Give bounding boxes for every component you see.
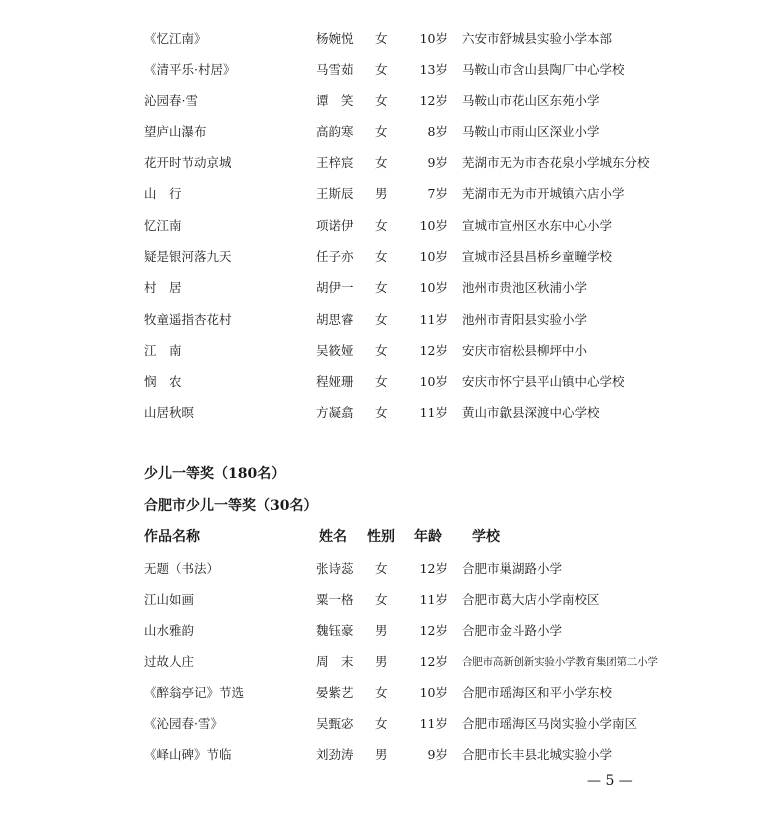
student-name: 周 末 [316,654,354,669]
student-age: 10岁 [419,374,448,389]
student-age: 7岁 [427,186,448,201]
student-sex: 女 [375,218,388,233]
school-name: 合肥市瑶海区和平小学东校 [462,685,613,700]
student-age: 12岁 [419,561,448,576]
work-title: 望庐山瀑布 [144,124,207,139]
student-sex: 男 [375,186,388,201]
school-name: 马鞍山市含山县陶厂中心学校 [462,62,625,77]
work-title: 村 居 [144,280,182,295]
school-name: 马鞍山市花山区东苑小学 [462,93,600,108]
school-name: 池州市贵池区秋浦小学 [462,280,588,295]
header-age: 年龄 [414,529,442,545]
school-name: 合肥市长丰县北城实验小学 [462,747,613,762]
work-title: 沁园春·雪 [144,93,198,108]
school-name: 芜湖市无为市开城镇六店小学 [462,186,625,201]
school-name: 黄山市歙县深渡中心学校 [462,405,600,420]
student-age: 11岁 [419,405,448,420]
work-title: 悯 农 [144,374,182,389]
table-row [0,120,758,144]
section-title: 少儿一等奖（180名） [144,466,286,482]
student-age: 10岁 [419,685,448,700]
school-name: 宣城市宣州区水东中心小学 [462,218,613,233]
student-name: 张诗蕊 [316,561,354,576]
student-name: 高韵寒 [316,124,354,139]
table-row [0,743,758,767]
student-age: 8岁 [427,124,448,139]
student-sex: 女 [375,374,388,389]
student-sex: 男 [375,747,388,762]
work-title: 《清平乐·村居》 [144,62,236,77]
school-name: 合肥市葛大店小学南校区 [462,592,600,607]
work-title: 山 行 [144,186,182,201]
table-row [0,712,758,736]
work-title: 疑是银河落九天 [144,249,232,264]
table-row [0,339,758,363]
table-row [0,681,758,705]
header-school: 学校 [472,529,500,545]
student-name: 王梓宸 [316,155,354,170]
student-sex: 女 [375,280,388,295]
student-age: 10岁 [419,249,448,264]
student-age: 11岁 [419,716,448,731]
school-name: 马鞍山市雨山区深业小学 [462,124,600,139]
page-number: — 5 — [587,773,633,789]
school-name: 宣城市泾县昌桥乡童疃学校 [462,249,613,264]
work-title: 山水雅韵 [144,623,195,638]
school-name: 合肥市瑶海区马岗实验小学南区 [462,716,638,731]
table-row [0,58,758,82]
student-sex: 女 [375,93,388,108]
student-sex: 女 [375,561,388,576]
student-name: 项诺伊 [316,218,354,233]
student-name: 王斯辰 [316,186,354,201]
student-sex: 女 [375,62,388,77]
table-row [0,619,758,643]
school-name: 合肥市巢湖路小学 [462,561,563,576]
student-age: 12岁 [419,623,448,638]
table-row [0,151,758,175]
work-title: 江山如画 [144,592,195,607]
student-name: 吴甄宓 [316,716,354,731]
table-header [0,524,758,550]
work-title: 《醉翁亭记》节选 [144,685,245,700]
student-name: 胡伊一 [316,280,354,295]
work-title: 忆江南 [144,218,182,233]
student-name: 魏钰豪 [316,623,354,638]
student-age: 11岁 [419,592,448,607]
school-name: 池州市青阳县实验小学 [462,312,588,327]
school-name: 安庆市怀宁县平山镇中心学校 [462,374,625,389]
work-title: 花开时节动京城 [144,155,232,170]
student-sex: 女 [375,592,388,607]
student-name: 胡思睿 [316,312,354,327]
school-name: 芜湖市无为市杏花泉小学城东分校 [462,155,650,170]
header-sex: 性别 [367,529,395,545]
student-sex: 女 [375,155,388,170]
student-age: 10岁 [419,218,448,233]
school-name: 合肥市高新创新实验小学教育集团第二小学 [462,656,658,668]
student-name: 马雪茹 [316,62,354,77]
table-row [0,89,758,113]
table-row [0,276,758,300]
student-age: 10岁 [419,280,448,295]
student-name: 吴筱娅 [316,343,354,358]
student-sex: 女 [375,716,388,731]
table-row [0,650,758,674]
student-sex: 女 [375,249,388,264]
student-sex: 男 [375,623,388,638]
work-title: 牧童遥指杏花村 [144,312,232,327]
student-name: 杨婉悦 [316,31,354,46]
table-row [0,557,758,581]
school-name: 安庆市宿松县柳坪中小 [462,343,588,358]
school-name: 合肥市金斗路小学 [462,623,563,638]
student-name: 粟一格 [316,592,354,607]
student-age: 13岁 [419,62,448,77]
student-name: 任子亦 [316,249,354,264]
work-title: 江 南 [144,343,182,358]
work-title: 无题（书法） [144,561,220,576]
student-age: 10岁 [419,31,448,46]
student-name: 谭 笑 [316,93,354,108]
student-name: 程娅珊 [316,374,354,389]
student-age: 9岁 [427,747,448,762]
student-age: 12岁 [419,654,448,669]
work-title: 《忆江南》 [144,31,207,46]
student-name: 方凝翕 [316,405,354,420]
student-sex: 女 [375,312,388,327]
student-sex: 女 [375,343,388,358]
sub-section-title: 合肥市少儿一等奖（30名） [144,498,318,514]
student-name: 晏紫艺 [316,685,354,700]
table-row [0,245,758,269]
student-sex: 男 [375,654,388,669]
table-row [0,308,758,332]
student-age: 9岁 [427,155,448,170]
student-age: 12岁 [419,343,448,358]
work-title: 《沁园春·雪》 [144,716,223,731]
school-name: 六安市舒城县实验小学本部 [462,31,613,46]
work-title: 过故人庄 [144,654,195,669]
table-row [0,401,758,425]
table-row [0,370,758,394]
student-sex: 女 [375,31,388,46]
student-age: 11岁 [419,312,448,327]
student-age: 12岁 [419,93,448,108]
table-row [0,27,758,51]
student-name: 刘劲涛 [316,747,354,762]
student-sex: 女 [375,405,388,420]
student-sex: 女 [375,685,388,700]
work-title: 《峄山碑》节临 [144,747,232,762]
table-row [0,182,758,206]
student-sex: 女 [375,124,388,139]
work-title: 山居秋暝 [144,405,195,420]
header-title: 作品名称 [144,529,200,545]
table-row [0,588,758,612]
header-name: 姓名 [319,529,347,545]
table-row [0,214,758,238]
